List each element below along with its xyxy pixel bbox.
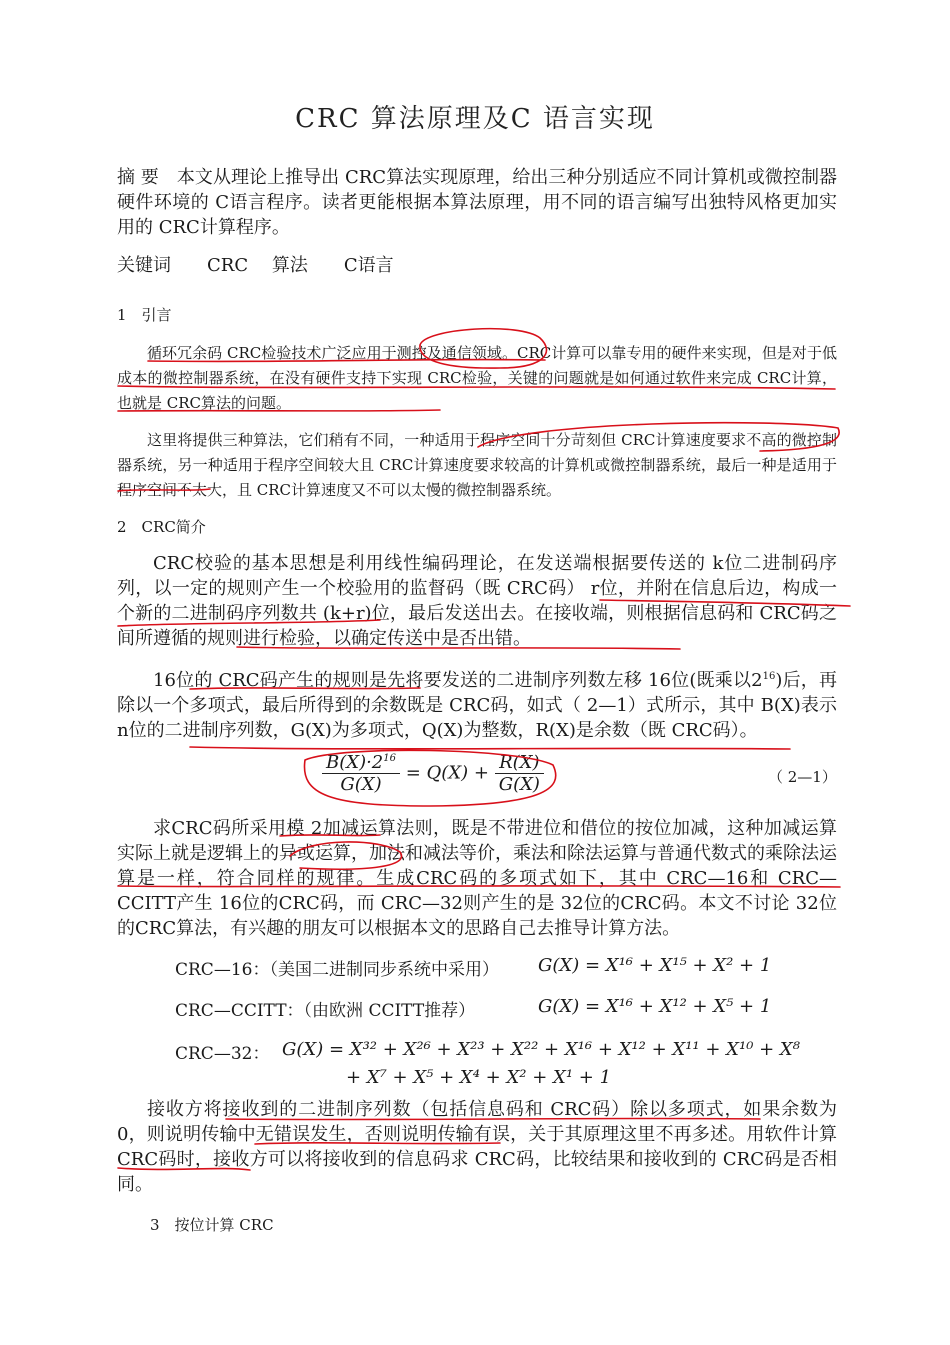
equation-left-denominator: G(X) <box>340 774 382 795</box>
poly3-formula-line1: G(X) = X³² + X²⁶ + X²³ + X²² + X¹⁶ + X¹² + X¹¹ + X¹⁰ + X⁸ <box>282 1039 800 1060</box>
equation-2-1 <box>322 752 544 795</box>
section3-heading: 3 按位计算 CRC <box>150 1216 274 1234</box>
equation-left-exponent: 16 <box>383 753 396 764</box>
section2-paragraph3: 求CRC码所采用模 2加减运算法则，既是不带进位和借位的按位加减，这种加减运算实际上就是逻辑上的异或运算，加法和减法等价，乘法和除法运算与普通代数式的乘除法运算是一样，符合同样的规律。生成CRC码的多项式如下，其中 CRC—16和 CRC—CCITT产生 16位的CRC码，而 CRC—32则产生的是 32位的CRC码。本文不讨论 32位的CRC算法，有兴趣的朋友可以根据本文的思路自己去推导计算方法。 <box>117 818 837 939</box>
equation-number: （ 2—1） <box>768 768 837 786</box>
section1-paragraph2: 这里将提供三种算法，它们稍有不同，一种适用于程序空间十分苛刻但 CRC计算速度要求不高的微控制器系统，另一种适用于程序空间较大且 CRC计算速度要求较高的计算机或微控制器系统，最后一种是适用于程序空间不太大，且 CRC计算速度又不可以太慢的微控制器系统。 <box>117 431 837 499</box>
poly2-formula: G(X) = X¹⁶ + X¹² + X⁵ + 1 <box>538 996 772 1017</box>
section1-heading: 1 引言 <box>117 306 172 324</box>
poly1-label: CRC—16：（美国二进制同步系统中采用） <box>175 960 499 980</box>
equation-middle: = Q(X) + <box>405 762 489 784</box>
section2-paragraph2-sup: 16 <box>762 671 776 682</box>
annotation-underline <box>190 747 790 749</box>
poly2-label: CRC—CCITT：（由欧洲 CCITT推荐） <box>175 1001 476 1021</box>
section2-heading: 2 CRC简介 <box>117 518 206 536</box>
equation-right-numerator: R(X) <box>495 752 544 774</box>
page-title: CRC 算法原理及C 语言实现 <box>295 104 655 134</box>
equation-right-fraction <box>495 752 544 795</box>
poly3-label: CRC—32： <box>175 1044 270 1064</box>
equation-left-numerator: B(X)·2 <box>326 752 384 773</box>
poly1-formula: G(X) = X¹⁶ + X¹⁵ + X² + 1 <box>538 955 772 976</box>
equation-left-fraction <box>322 752 400 795</box>
section2-paragraph2-b: )后，再除以一个多项式，最后所得到的余数既是 CRC码，如式（ 2—1）式所示，其中 B(X)表示 n位的二进制序列数，G(X)为多项式，Q(X)为整数，R(X)是余数（既 CRC码）。 <box>117 670 837 741</box>
poly3-formula-line2: + X⁷ + X⁵ + X⁴ + X² + X¹ + 1 <box>346 1067 612 1088</box>
equation-right-denominator: G(X) <box>498 774 540 795</box>
section1-paragraph1: 循环冗余码 CRC检验技术广泛应用于测控及通信领域。CRC计算可以靠专用的硬件来实现，但是对于低成本的微控制器系统，在没有硬件支持下实现 CRC检验，关键的问题就是如何通过软件来完成 CRC计算，也就是 CRC算法的问题。 <box>117 344 837 412</box>
keywords: 关键词 CRC 算法 C语言 <box>117 255 394 276</box>
section2-paragraph4: 接收方将接收到的二进制序列数（包括信息码和 CRC码）除以多项式，如果余数为 0，则说明传输中无错误发生，否则说明传输有误，关于其原理这里不再多述。用软件计算 CRC码时，接收方可以将接收到的信息码求 CRC码，比较结果和接收到的 CRC码是否相同。 <box>117 1099 837 1195</box>
section2-paragraph2-a: 16位的 CRC码产生的规则是先将要发送的二进制序列数左移 16位(既乘以2 <box>153 670 763 691</box>
section2-paragraph2 <box>117 664 837 743</box>
abstract: 摘 要 本文从理论上推导出 CRC算法实现原理，给出三种分别适应不同计算机或微控制器硬件环境的 C语言程序。读者更能根据本算法原理，用不同的语言编写出独特风格更加实用的 CRC计算程序。 <box>117 167 837 238</box>
section2-paragraph1: CRC校验的基本思想是利用线性编码理论，在发送端根据要传送的 k位二进制码序列，以一定的规则产生一个校验用的监督码（既 CRC码） r位，并附在信息后边，构成一个新的二进制码序列数共 (k+r)位，最后发送出去。在接收端，则根据信息码和 CRC码之间所遵循的规则进行检验，以确定传送中是否出错。 <box>117 553 837 649</box>
